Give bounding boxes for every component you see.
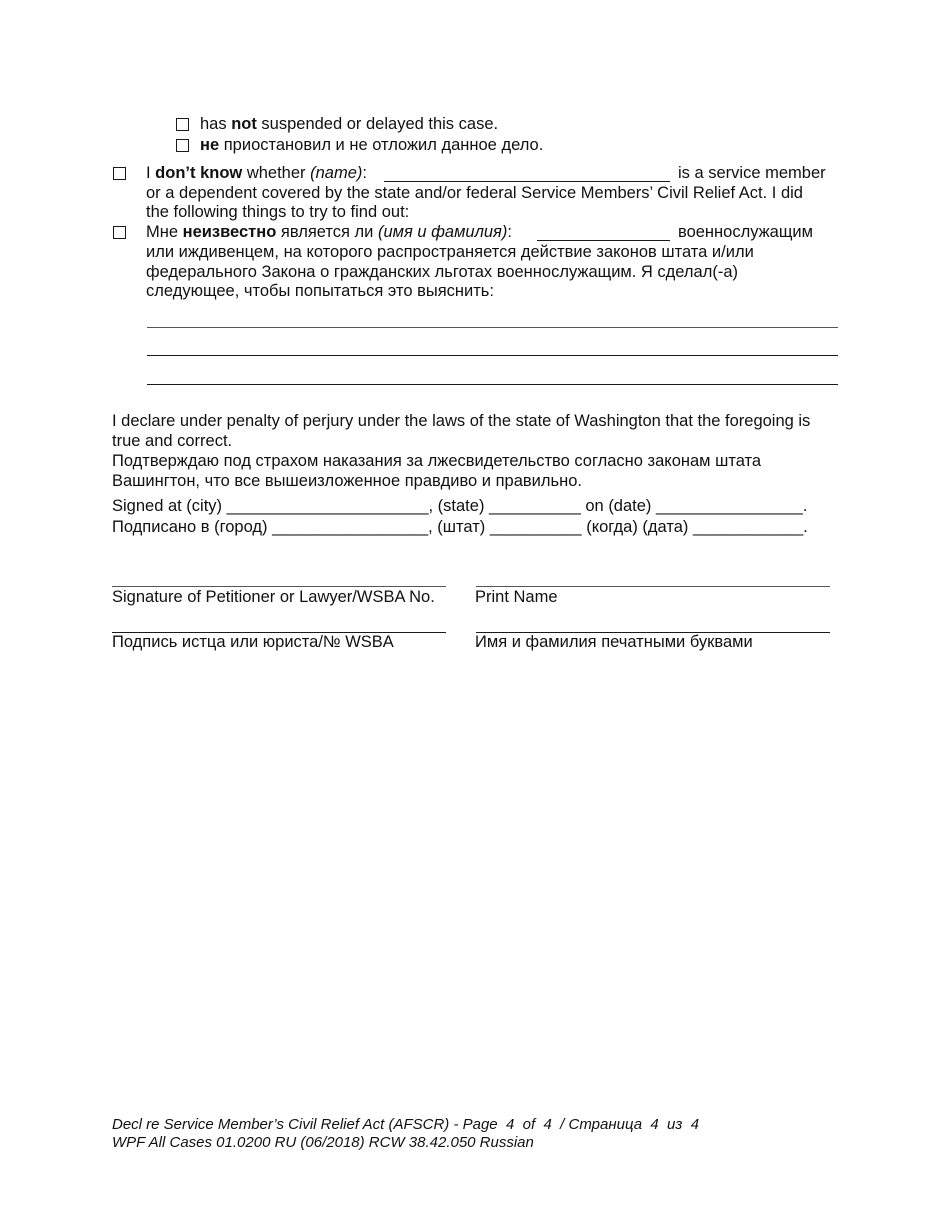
dont-know-line2: or a dependent covered by the state and/or federal Service Members’ Civil Relief Act. I did [146, 184, 803, 202]
declaration-en-line2: true and correct. [112, 432, 233, 450]
dont-know-ru-military: военнослужащим [678, 223, 813, 241]
dont-know-ru-checkbox[interactable] [113, 226, 126, 239]
declaration-en-line1: I declare under penalty of perjury under the laws of the state of Washington that the foregoing is [112, 412, 811, 430]
signature-label-en: Signature of Petitioner or Lawyer/WSBA No. [112, 588, 435, 606]
signed-at-ru[interactable]: Подписано в (город) _________________, (штат) __________ (когда) (дата) ____________. [112, 518, 808, 536]
print-name-label-ru: Имя и фамилия печатными буквами [475, 633, 753, 651]
name-blank-ru[interactable] [537, 240, 670, 241]
dont-know-checkbox[interactable] [113, 167, 126, 180]
answer-line-2[interactable] [147, 355, 838, 356]
not-suspended-ru-checkbox[interactable] [176, 139, 189, 152]
signature-label-ru: Подпись истца или юриста/№ WSBA [112, 633, 394, 651]
name-blank-en[interactable] [384, 181, 670, 182]
not-suspended-ru-label: не приостановил и не отложил данное дело. [200, 136, 544, 154]
signed-at-en[interactable]: Signed at (city) ______________________, (state) __________ on (date) ________________. [112, 497, 808, 515]
signature-line-en[interactable] [112, 586, 446, 587]
dont-know-service-member: is a service member [678, 164, 826, 182]
dont-know-line1: I don’t know whether (name): [146, 164, 367, 182]
declaration-ru-line2: Вашингтон, что все вышеизложенное правдиво и правильно. [112, 472, 582, 490]
answer-line-3[interactable] [147, 384, 838, 385]
not-suspended-checkbox[interactable] [176, 118, 189, 131]
print-name-line-en[interactable] [476, 586, 830, 587]
print-name-label-en: Print Name [475, 588, 558, 606]
answer-line-1[interactable] [147, 327, 838, 328]
footer-form-title: Decl re Service Member’s Civil Relief Act (AFSCR) - Page 4 of 4 / Страница 4 из 4 [112, 1116, 700, 1133]
dont-know-ru-line2: или иждивенцем, на которого распространяется действие законов штата и/или [146, 243, 754, 261]
dont-know-ru-line4: следующее, чтобы попытаться это выяснить: [146, 282, 494, 300]
declaration-ru-line1: Подтверждаю под страхом наказания за лжесвидетельство согласно законам штата [112, 452, 762, 470]
footer-form-code: WPF All Cases 01.0200 RU (06/2018) RCW 38.42.050 Russian [112, 1134, 534, 1151]
not-suspended-label: has not suspended or delayed this case. [200, 115, 499, 133]
dont-know-ru-line3: федерального Закона о гражданских льготах военнослужащим. Я сделал(-а) [146, 263, 739, 281]
dont-know-line3: the following things to try to find out: [146, 203, 410, 221]
dont-know-ru-line1: Мне неизвестно является ли (имя и фамилия): [146, 223, 512, 241]
